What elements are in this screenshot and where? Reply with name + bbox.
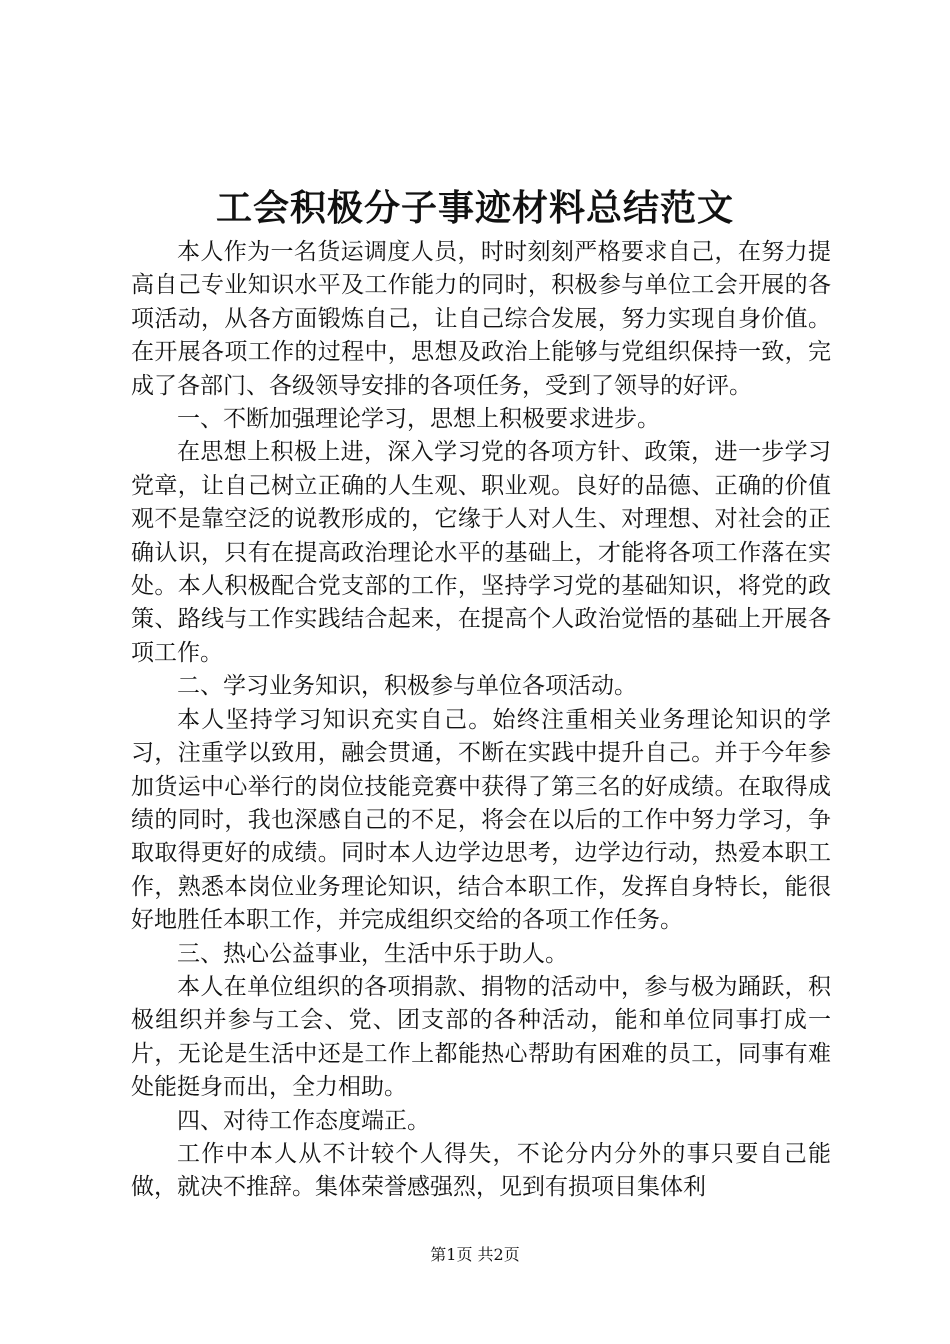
section-heading-1: 一、不断加强理论学习，思想上积极要求进步。 [177,406,660,433]
page-number-footer: 第1页 共2页 [430,1245,520,1264]
paragraph-intro: 本人作为一名货运调度人员，时时刻刻严格要求自己，在努力提高自己专业知识水平及工作能力的同时，积极参与单位工会开展的各项活动，从各方面锻炼自己，让自己综合发展，努力实现自身价值。在开展各项工作的过程中，思想及政治上能够与党组织保持一致，完成了各部门、各级领导安排的各项任务，受到了领导的好评。 [131,239,831,399]
section-heading-3: 三、热心公益事业，生活中乐于助人。 [177,940,568,967]
section-heading-4: 四、对待工作态度端正。 [177,1107,430,1134]
paragraph-section-3: 本人在单位组织的各项捐款、捐物的活动中，参与极为踊跃，积极组织并参与工会、党、团支部的各种活动，能和单位同事打成一片，无论是生活中还是工作上都能热心帮助有困难的员工，同事有难处能挺身而出，全力相助。 [131,973,831,1101]
section-heading-2: 二、学习业务知识，积极参与单位各项活动。 [177,673,637,700]
paragraph-section-2: 本人坚持学习知识充实自己。始终注重相关业务理论知识的学习，注重学以致用，融会贯通，不断在实践中提升自己。并于今年参加货运中心举行的岗位技能竞赛中获得了第三名的好成绩。在取得成绩的同时，我也深感自己的不足，将会在以后的工作中努力学习，争取取得更好的成绩。同时本人边学边思考，边学边行动，热爱本职工作，熟悉本岗位业务理论知识，结合本职工作，发挥自身特长，能很好地胜任本职工作，并完成组织交给的各项工作任务。 [131,706,831,934]
paragraph-section-1: 在思想上积极上进，深入学习党的各项方针、政策，进一步学习党章，让自己树立正确的人生观、职业观。良好的品德、正确的价值观不是靠空泛的说教形成的，它缘于人对人生、对理想、对社会的正确认识，只有在提高政治理论水平的基础上，才能将各项工作落在实处。本人积极配合党支部的工作，坚持学习党的基础知识，将党的政策、路线与工作实践结合起来，在提高个人政治觉悟的基础上开展各项工作。 [131,439,831,666]
paragraph-section-4: 工作中本人从不计较个人得失，不论分内分外的事只要自己能做，就决不推辞。集体荣誉感强烈，见到有损项目集体利 [131,1140,831,1201]
document-body [131,236,831,1205]
document-title: 工会积极分子事迹材料总结范文 [215,187,734,229]
